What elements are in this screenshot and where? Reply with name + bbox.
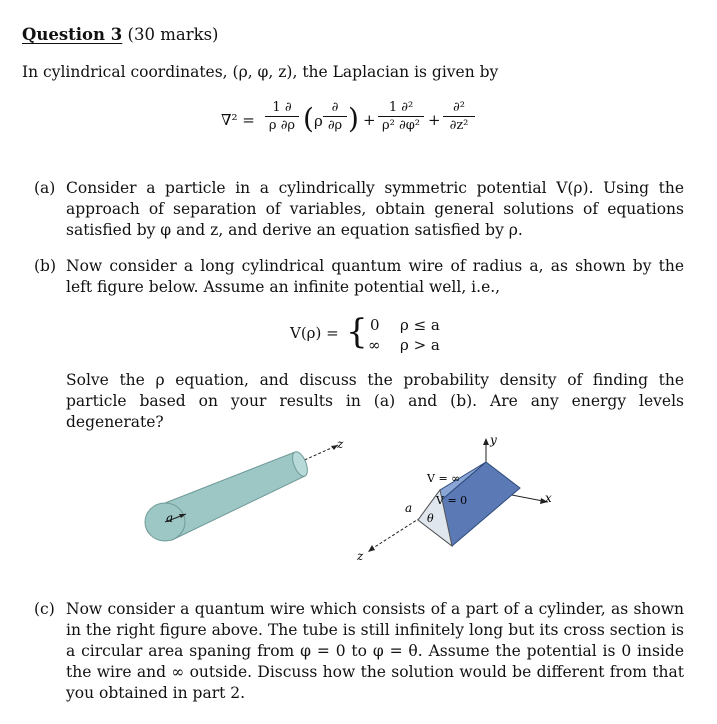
eq-paren-right: ) — [348, 102, 359, 135]
right-a-label: a — [405, 501, 413, 515]
part-c-text: Now consider a quantum wire which consists of a part of a cylinder, as shown in the right figure above. The tube is still infinitely long but its cross section is a circular area spaning from φ = 0 to φ = θ. Assume the potential is 0 inside the wire and ∞ outside. Discuss how the solution would be different from that you obtained in part 2. — [66, 600, 684, 702]
part-b-continued — [34, 370, 684, 433]
right-wedge-figure — [356, 433, 552, 563]
right-theta-label: θ — [427, 512, 434, 525]
eq-rho: ρ — [314, 112, 323, 130]
right-y-label: y — [490, 433, 497, 447]
question-title — [22, 25, 218, 44]
laplacian-equation — [215, 96, 515, 146]
figures — [0, 430, 717, 590]
intro-text: In cylindrical coordinates, (ρ, φ, z), the Laplacian is given by — [22, 63, 499, 81]
part-b-label: (b) — [34, 257, 57, 275]
part-b-text: Now consider a long cylindrical quantum wire of radius a, as shown by the left figure below. Assume an infinite potential well, i.e., — [66, 257, 684, 296]
pot-c1: ρ ≤ a — [400, 316, 440, 334]
potential-equation — [290, 314, 490, 354]
pot-c2: ρ > a — [400, 336, 440, 354]
left-a-label: a — [166, 511, 174, 525]
eq-lhs: ∇² = — [221, 111, 255, 129]
part-a-label: (a) — [34, 179, 56, 197]
part-c-label: (c) — [34, 600, 55, 618]
part-c — [34, 599, 684, 704]
left-z-label: z — [337, 437, 344, 451]
eq-paren-left: ( — [303, 102, 314, 135]
question-number: Question 3 — [22, 25, 123, 44]
left-cylinder-figure — [145, 437, 344, 541]
pot-brace: { — [346, 312, 368, 352]
eq-plus-1: + — [363, 111, 376, 129]
pot-v2: ∞ — [368, 336, 381, 354]
right-v-inf: V = ∞ — [427, 472, 461, 485]
eq-frac-1: 1 ∂ ρ ∂ρ — [265, 100, 299, 133]
part-a-text: Consider a particle in a cylindrically symmetric potential V(ρ). Using the approach of separation of variables, obtain general solutions of equations satisfied by φ and z, and derive an equation satisfied by ρ. — [66, 179, 684, 239]
right-x-label: x — [545, 491, 552, 505]
eq-plus-2: + — [428, 111, 441, 129]
part-b-text-2: Solve the ρ equation, and discuss the probability density of finding the particle based on your results in (a) and (b). Are any energy levels degenerate? — [66, 371, 684, 431]
pot-v1: 0 — [370, 316, 380, 334]
eq-frac-2: ∂ ∂ρ — [323, 100, 347, 133]
pot-lhs: V(ρ) = — [290, 324, 339, 342]
eq-frac-3: 1 ∂² ρ² ∂φ² — [378, 100, 424, 133]
part-b — [34, 256, 684, 298]
right-z-axis — [370, 518, 420, 550]
part-a — [34, 178, 684, 241]
right-z-label: z — [357, 549, 364, 563]
question-marks: (30 marks) — [127, 25, 219, 44]
right-v-zero: V = 0 — [436, 494, 468, 507]
eq-frac-4: ∂² ∂z² — [443, 100, 475, 133]
